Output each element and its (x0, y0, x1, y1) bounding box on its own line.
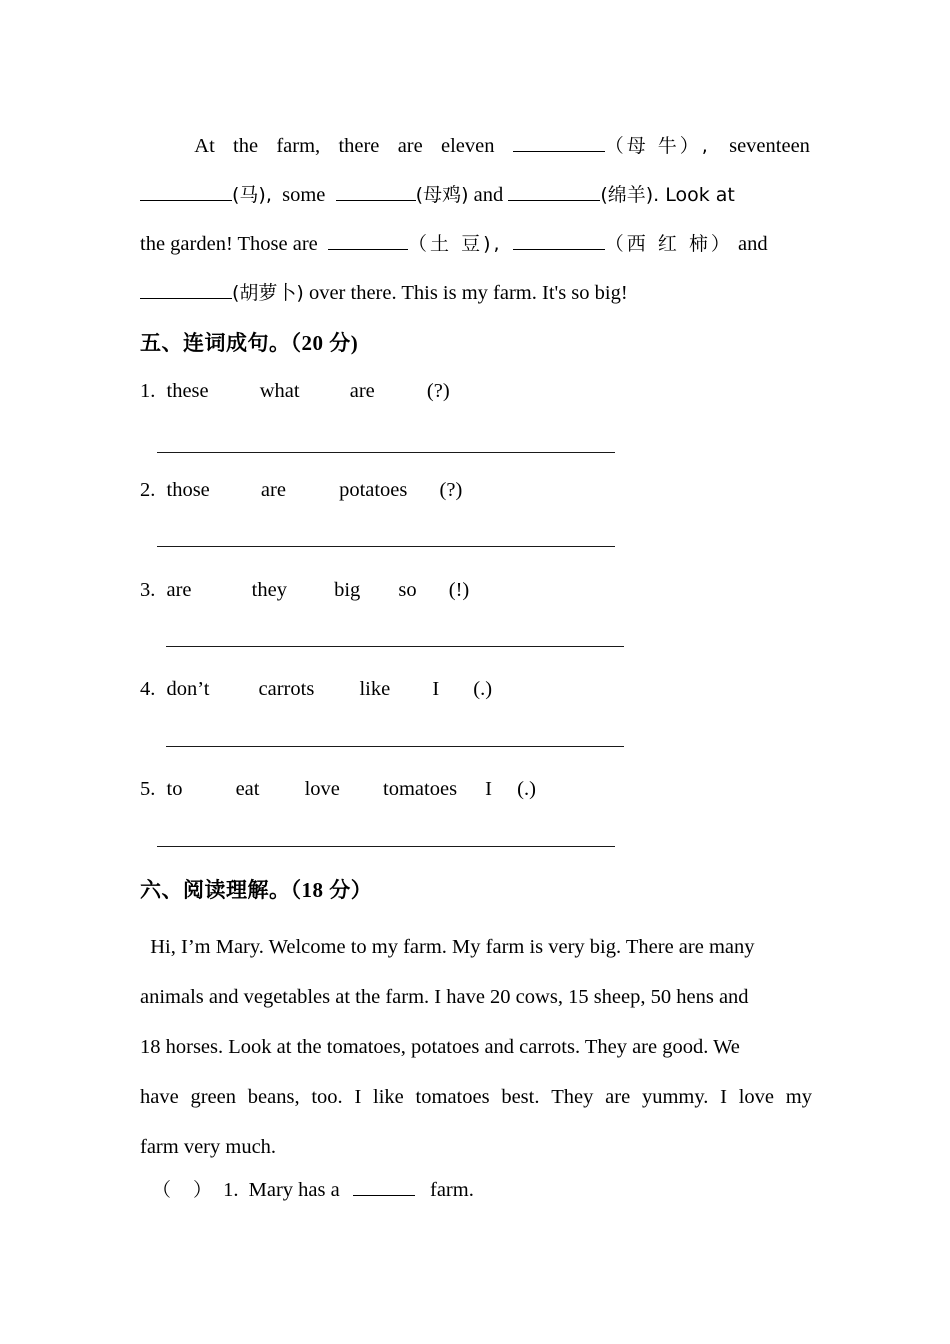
question-text-before: Mary has a (248, 1179, 340, 1202)
answer-line-4[interactable] (166, 746, 624, 747)
word: I (485, 778, 492, 800)
fill-paragraph-line-3 (140, 220, 810, 269)
section-five-score: 20 分 (301, 331, 351, 355)
word: and (738, 233, 768, 255)
passage-text: farm very much. (140, 1136, 277, 1158)
word: big (334, 579, 361, 601)
answer-line-5[interactable] (157, 846, 615, 847)
passage-line-4 (140, 1072, 812, 1122)
word: tomatoes (383, 778, 458, 800)
passage-line-2 (140, 972, 812, 1022)
word: tomatoes (415, 1086, 490, 1108)
word: there (338, 135, 380, 157)
item-number: 4. (140, 678, 156, 700)
chinese-hint-horse: (马), (232, 184, 272, 206)
section-five-heading-close: ) (350, 331, 359, 355)
answer-blank[interactable] (336, 181, 416, 201)
section-five-title: 五、连词成句。（ (140, 331, 302, 355)
word: I (432, 678, 440, 700)
passage-line-1 (140, 922, 812, 972)
word-order-item-1 (140, 378, 450, 404)
section-six-heading-close: ） (350, 878, 373, 902)
word: They (551, 1086, 594, 1108)
word: I (720, 1086, 727, 1108)
answer-paren-close: ） (193, 1179, 213, 1202)
passage-line-3 (140, 1022, 812, 1072)
word: like (359, 678, 391, 700)
punctuation-hint: (.) (517, 778, 536, 800)
word: At (194, 135, 215, 157)
word-order-item-4 (140, 676, 492, 702)
blank-group (513, 122, 711, 171)
word: these (166, 380, 209, 402)
word: are (349, 380, 375, 402)
answer-line-3[interactable] (166, 646, 624, 647)
fill-paragraph-line-2 (140, 171, 810, 220)
word: and (473, 184, 504, 206)
answer-blank[interactable] (513, 132, 605, 152)
passage-line-5 (140, 1122, 812, 1172)
word: they (251, 579, 287, 601)
question-number: 1. (223, 1179, 239, 1202)
chinese-hint-carrot: (胡萝卜) (232, 282, 304, 304)
word: have (140, 1086, 179, 1108)
word: best. (501, 1086, 540, 1108)
word: what (259, 380, 300, 402)
word: potatoes (339, 479, 408, 501)
word: eleven (440, 135, 495, 157)
word: carrots (258, 678, 315, 700)
passage-text: animals and vegetables at the farm. I have 20 cows, 15 sheep, 50 hens and (140, 986, 749, 1008)
item-number: 1. (140, 380, 156, 402)
word: beans, (247, 1086, 300, 1108)
word: are (260, 479, 286, 501)
sentence-tail: over there. This is my farm. It's so big! (308, 282, 628, 304)
word: love (304, 778, 340, 800)
answer-line-1[interactable] (157, 452, 615, 453)
word: don’t (166, 678, 210, 700)
word: love (738, 1086, 775, 1108)
answer-blank[interactable] (508, 181, 600, 201)
item-number: 5. (140, 778, 156, 800)
reading-question-1 (152, 1176, 474, 1203)
fill-paragraph-line-4 (140, 269, 810, 318)
section-five-heading (140, 327, 358, 357)
punctuation-hint: (!) (448, 579, 470, 601)
answer-line-2[interactable] (157, 546, 615, 547)
word: are (397, 135, 423, 157)
passage-text: 18 horses. Look at the tomatoes, potatoes and carrots. They are good. We (140, 1036, 740, 1058)
sentence-lead: the garden! Those are (140, 233, 318, 255)
fill-in-paragraph (140, 122, 810, 318)
answer-blank[interactable] (140, 181, 232, 201)
punctuation-hint: (.) (473, 678, 493, 700)
chinese-hint-cow: （母 牛）, (604, 135, 711, 157)
chinese-hint-sheep: (绵羊). Look at (600, 184, 735, 206)
answer-blank[interactable] (513, 230, 605, 250)
word: like (373, 1086, 404, 1108)
word: are (166, 579, 192, 601)
passage-text: Hi, I’m Mary. Welcome to my farm. My farm is very big. There are many (150, 936, 755, 958)
section-six-score: 18 分 (301, 878, 351, 902)
answer-blank[interactable] (328, 230, 408, 250)
chinese-hint-tomato: （西 红 柿） (604, 233, 733, 255)
word: yummy. (641, 1086, 709, 1108)
punctuation-hint: (?) (439, 479, 463, 501)
word: too. (311, 1086, 343, 1108)
word: those (166, 479, 210, 501)
word: I (354, 1086, 362, 1108)
word: to (166, 778, 183, 800)
word-order-item-3 (140, 577, 469, 603)
chinese-hint-potato: （土 豆), (408, 233, 503, 255)
item-number: 3. (140, 579, 156, 601)
item-number: 2. (140, 479, 156, 501)
word: some (282, 184, 326, 206)
word-order-item-2 (140, 477, 462, 503)
word: are (605, 1086, 631, 1108)
word: the (233, 135, 259, 157)
punctuation-hint: (?) (426, 380, 450, 402)
question-text-after: farm. (430, 1179, 474, 1202)
word: seventeen (729, 135, 810, 157)
fill-paragraph-line-1 (140, 122, 810, 171)
question-blank[interactable] (353, 1176, 415, 1196)
word: eat (235, 778, 260, 800)
word: green (190, 1086, 236, 1108)
section-six-title: 六、阅读理解。（ (140, 878, 302, 902)
chinese-hint-hen: (母鸡) (415, 184, 469, 206)
section-six-heading (140, 874, 372, 904)
reading-passage (140, 922, 812, 1172)
word-order-item-5 (140, 776, 536, 802)
answer-blank[interactable] (140, 279, 232, 299)
word: my (785, 1086, 812, 1108)
word: farm, (276, 135, 321, 157)
answer-paren-open: （ (152, 1179, 172, 1202)
word: so (398, 579, 417, 601)
